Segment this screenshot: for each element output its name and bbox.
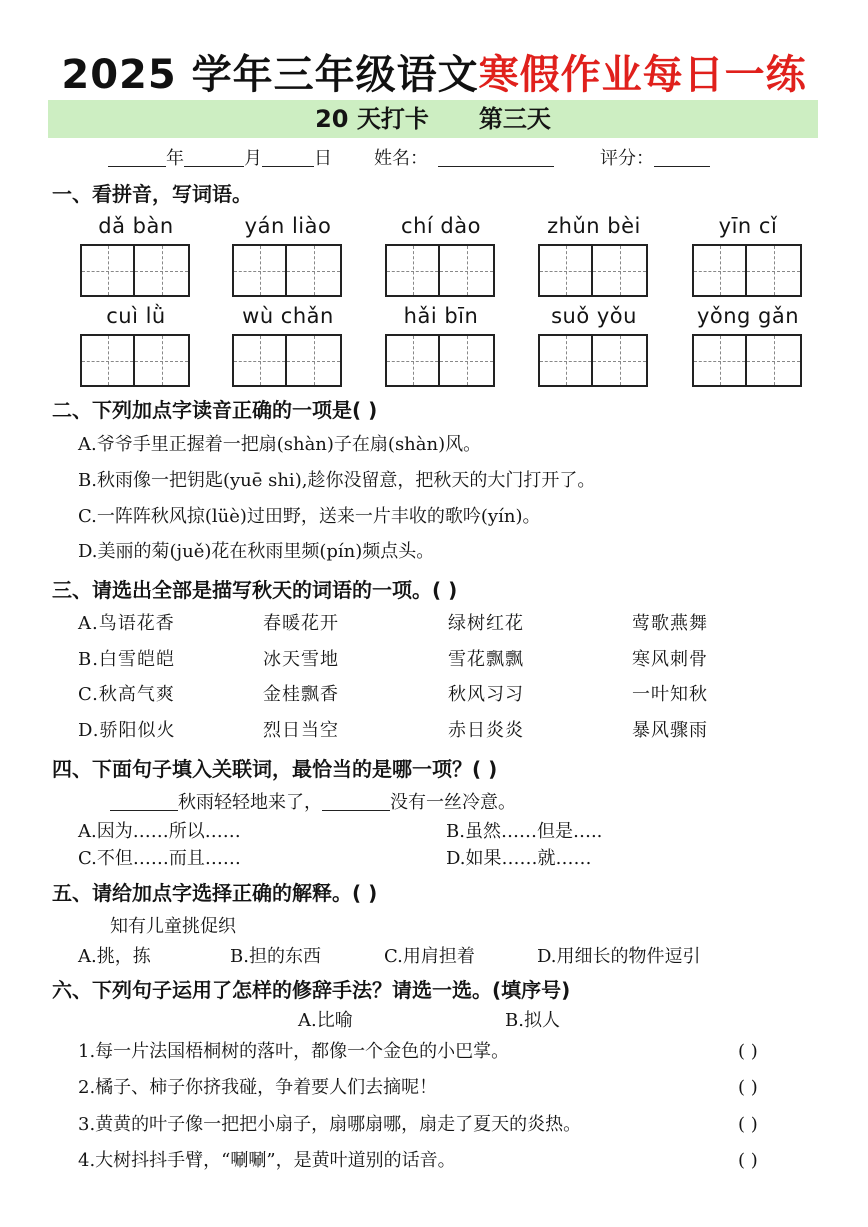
fill-blank-2[interactable] — [322, 792, 390, 811]
answer-paren[interactable]: ( ) — [738, 1114, 758, 1135]
sentence-middle: 秋雨轻轻地来了， — [178, 792, 322, 813]
option-line: A.因为……所以…… — [78, 821, 241, 842]
banner-day-label: 第三天 — [478, 105, 551, 133]
title-part-2: 寒假作业每日一练 — [478, 52, 807, 98]
writing-grid[interactable] — [538, 334, 648, 387]
writing-grid[interactable] — [385, 334, 495, 387]
day-blank[interactable] — [262, 148, 314, 167]
answer-paren[interactable]: ( ) — [738, 1041, 758, 1062]
section-2-heading: 二、下列加点字读音正确的一项是( ) — [52, 398, 378, 422]
pinyin-word: yīn cǐ — [718, 214, 778, 238]
choice-b: B.拟人 — [505, 1010, 560, 1031]
word-option: 烈日当空 — [263, 720, 339, 741]
writing-grid[interactable] — [385, 244, 495, 297]
score-label: 评分： — [600, 148, 654, 169]
year-label: 年 — [166, 148, 184, 169]
word-option: 绿树红花 — [448, 613, 524, 634]
option-line: C.用肩担着 — [384, 946, 475, 967]
score-blank[interactable] — [654, 148, 710, 167]
option-line: B.秋雨像一把钥匙(yuē shi),趁你没留意，把秋天的大门打开了。 — [78, 470, 596, 491]
pinyin-word: wù chǎn — [242, 304, 334, 328]
option-line: A.挑，拣 — [78, 946, 151, 967]
word-option: B.白雪皑皑 — [78, 649, 175, 670]
worksheet-title — [0, 48, 868, 102]
pinyin-word: hǎi bīn — [403, 304, 479, 328]
day-label: 日 — [314, 148, 332, 169]
word-option: C.秋高气爽 — [78, 684, 175, 705]
fill-blank-1[interactable] — [110, 792, 178, 811]
info-line — [108, 146, 710, 172]
word-option: 莺歌燕舞 — [632, 613, 708, 634]
option-line: C.一阵阵秋风掠(lüè)过田野，送来一片丰收的歌吟(yín)。 — [78, 506, 541, 527]
writing-grid[interactable] — [692, 244, 802, 297]
answer-paren[interactable]: ( ) — [738, 1077, 758, 1098]
pinyin-word: yán liào — [244, 214, 332, 238]
option-line: A.爷爷手里正握着一把扇(shàn)子在扇(shàn)风。 — [78, 434, 482, 455]
poem-line: 知有儿童挑促织 — [110, 916, 236, 937]
year-blank[interactable] — [108, 148, 166, 167]
writing-grid[interactable] — [538, 244, 648, 297]
writing-grid[interactable] — [80, 244, 190, 297]
month-blank[interactable] — [184, 148, 244, 167]
answer-paren[interactable]: ( ) — [738, 1150, 758, 1171]
question-item: 3.黄黄的叶子像一把把小扇子，扇哪扇哪，扇走了夏天的炎热。 — [78, 1114, 582, 1135]
option-line: D.美丽的菊(juě)花在秋雨里频(pín)频点头。 — [78, 541, 435, 562]
writing-grid[interactable] — [80, 334, 190, 387]
choice-a: A.比喻 — [298, 1010, 353, 1031]
pinyin-word: yǒng gǎn — [696, 304, 800, 328]
word-option: 寒风刺骨 — [632, 649, 708, 670]
word-option: 秋风习习 — [448, 684, 524, 705]
word-option: 赤日炎炎 — [448, 720, 524, 741]
word-option: 春暖花开 — [263, 613, 339, 634]
word-option: D.骄阳似火 — [78, 720, 176, 741]
writing-grid[interactable] — [232, 334, 342, 387]
section-3-heading: 三、请选出全部是描写秋天的词语的一项。( ) — [52, 578, 458, 602]
option-line: C.不但……而且…… — [78, 848, 241, 869]
checkin-banner — [48, 100, 818, 138]
question-item: 4.大树抖抖手臂，“唰唰”，是黄叶道别的话音。 — [78, 1150, 456, 1171]
option-line: B.担的东西 — [230, 946, 321, 967]
pinyin-word: cuì lǜ — [106, 304, 166, 328]
pinyin-word: dǎ bàn — [98, 214, 174, 238]
option-line: B.虽然……但是….. — [446, 821, 603, 842]
pinyin-word: zhǔn bèi — [547, 214, 641, 238]
month-label: 月 — [244, 148, 262, 169]
section-6-heading: 六、下列句子运用了怎样的修辞手法？请选一选。(填序号) — [52, 978, 571, 1002]
word-option: 一叶知秋 — [632, 684, 708, 705]
writing-grid[interactable] — [692, 334, 802, 387]
section-4-heading: 四、下面句子填入关联词，最恰当的是哪一项？( ) — [52, 757, 498, 781]
word-option: A.鸟语花香 — [78, 613, 175, 634]
question-item: 2.橘子、柿子你挤我碰，争着要人们去摘呢！ — [78, 1077, 438, 1098]
pinyin-word: chí dào — [401, 214, 481, 238]
fill-sentence — [110, 790, 516, 816]
section-1-heading: 一、看拼音，写词语。 — [52, 182, 252, 206]
option-line: D.如果……就…… — [446, 848, 592, 869]
word-option: 冰天雪地 — [263, 649, 339, 670]
banner-day-count: 20 天打卡 — [315, 105, 429, 133]
option-line: D.用细长的物件逗引 — [537, 946, 701, 967]
word-option: 金桂飘香 — [263, 684, 339, 705]
title-part-1: 2025 学年三年级语文 — [61, 52, 479, 98]
name-blank[interactable] — [438, 148, 554, 167]
name-label: 姓名： — [374, 148, 428, 169]
writing-grid[interactable] — [232, 244, 342, 297]
section-5-heading: 五、请给加点字选择正确的解释。( ) — [52, 881, 378, 905]
word-option: 暴风骤雨 — [632, 720, 708, 741]
word-option: 雪花飘飘 — [448, 649, 524, 670]
pinyin-word: suǒ yǒu — [551, 304, 637, 328]
question-item: 1.每一片法国梧桐树的落叶，都像一个金色的小巴掌。 — [78, 1041, 510, 1062]
sentence-end: 没有一丝冷意。 — [390, 792, 516, 813]
